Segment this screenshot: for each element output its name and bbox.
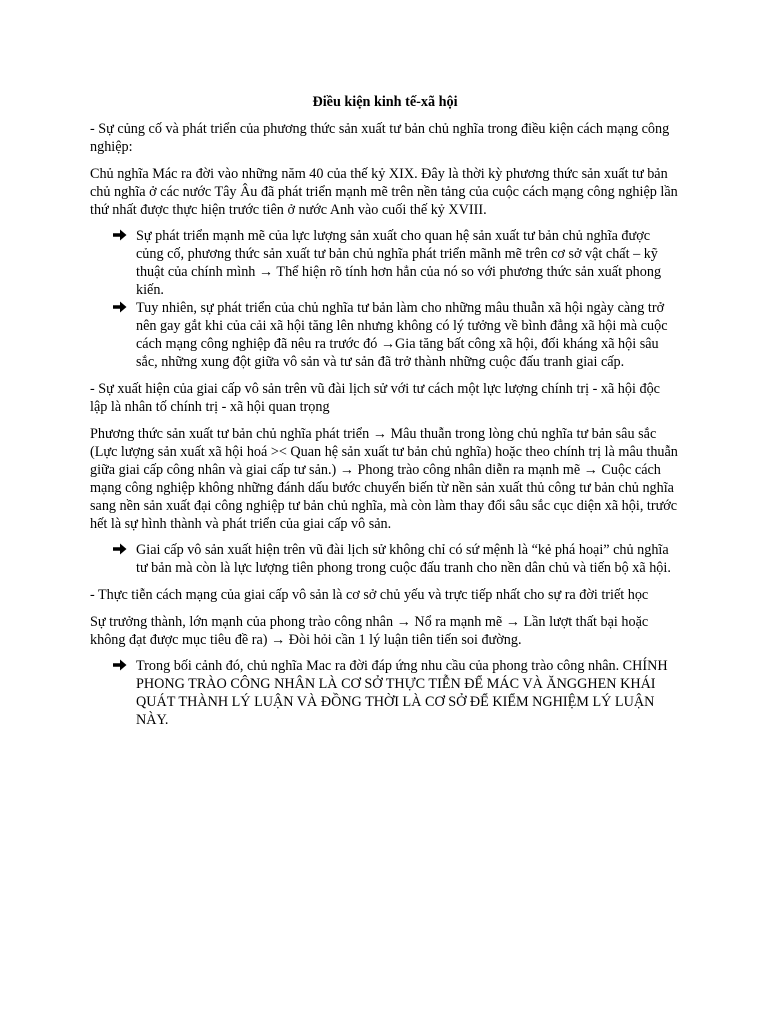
- arrow-right-icon: [112, 541, 130, 559]
- section-2-bullet-list: [90, 541, 680, 577]
- arrow-right-icon: [112, 299, 130, 317]
- bullet-item: [90, 227, 680, 299]
- bullet-text: Giai cấp vô sản xuất hiện trên vũ đài lịch sử không chỉ có sứ mệnh là “kẻ phá hoại” chủ nghĩa tư bản mà còn là lực lượng tiên phong trong cuộc đấu tranh cho nền dân chủ và tiến bộ xã hội.: [136, 542, 671, 576]
- document-title: Điều kiện kinh tế-xã hội: [312, 94, 458, 110]
- section-3-bullet-list: [90, 657, 680, 729]
- bullet-item: [90, 299, 680, 371]
- bullet-text: Sự phát triển mạnh mẽ của lực lượng sản xuất cho quan hệ sản xuất tư bản chủ nghĩa được củng cố, phương thức sản xuất tư bản chủ nghĩa phát triển mãnh mẽ trên cơ sở vật chất – kỹ thuật của chính mình → Thể hiện rõ tính hơn hẳn của nó so với phương thức sản xuất phong kiến.: [136, 228, 662, 298]
- section-1-heading: - Sự củng cố và phát triển của phương thức sản xuất tư bản chủ nghĩa trong điều kiện cách mạng công nghiệp:: [90, 121, 670, 155]
- section-1-bullet-list: [90, 227, 680, 371]
- bullet-text: Tuy nhiên, sự phát triển của chủ nghĩa tư bản làm cho những mâu thuẫn xã hội ngày càng trở nên gay gắt khi của cải xã hội tăng lên nhưng không có lý tưởng về bình đẳng xã hội mà cuộc cách mạng công nghiệp đã nêu ra trước đó →Gia tăng bất công xã hội, đối kháng xã hội sâu sắc, những xung đột giữa vô sản và tư sản đã trở thành những cuộc đấu tranh giai cấp.: [136, 300, 668, 370]
- section-2-paragraph: Phương thức sản xuất tư bản chủ nghĩa phát triển → Mâu thuẫn trong lòng chủ nghĩa tư bản sâu sắc (Lực lượng sản xuất xã hội hoá >< Quan hệ sản xuất tư bản chủ nghĩa) hoặc theo chính trị là mâu thuẫn giữa giai cấp công nhân và giai cấp tư sản.) → Phong trào công nhân diễn ra mạnh mẽ → Cuộc cách mạng công nghiệp không những đánh dấu bước chuyển biến từ nền sản xuất thủ công tư bản chủ nghĩa sang nền sản xuất đại công nghiệp tư bản chủ nghĩa, mà còn làm thay đổi sâu sắc cục diện xã hội, trước hết là sự hình thành và phát triển của giai cấp vô sản.: [90, 426, 678, 532]
- bullet-text: Trong bối cảnh đó, chủ nghĩa Mac ra đời đáp ứng nhu cầu của phong trào công nhân. CHÍNH PHONG TRÀO CÔNG NHÂN LÀ CƠ SỞ THỰC TIỄN ĐỂ MÁC VÀ ĂNGGHEN KHÁI QUÁT THÀNH LÝ LUẬN VÀ ĐỒNG THỜI LÀ CƠ SỞ ĐỂ KIỂM NGHIỆM LÝ LUẬN NÀY.: [136, 658, 668, 728]
- bullet-item: [90, 541, 680, 577]
- section-1-paragraph: Chủ nghĩa Mác ra đời vào những năm 40 của thế kỷ XIX. Đây là thời kỳ phương thức sản xuất tư bản chủ nghĩa ở các nước Tây Âu đã phát triển mạnh mẽ trên nền tảng của cuộc cách mạng công nghiệp lần thứ nhất được thực hiện trước tiên ở nước Anh vào cuối thế kỷ XVIII.: [90, 166, 678, 218]
- arrow-right-icon: [112, 657, 130, 675]
- section-2-heading: - Sự xuất hiện của giai cấp vô sản trên vũ đài lịch sử với tư cách một lực lượng chính trị - xã hội độc lập là nhân tố chính trị - xã hội quan trọng: [90, 381, 660, 415]
- arrow-right-icon: [112, 227, 130, 245]
- bullet-item: [90, 657, 680, 729]
- section-3-heading: - Thực tiễn cách mạng của giai cấp vô sản là cơ sở chủ yếu và trực tiếp nhất cho sự ra đời triết học: [90, 587, 649, 603]
- section-3-paragraph: Sự trưởng thành, lớn mạnh của phong trào công nhân → Nổ ra mạnh mẽ → Lần lượt thất bại hoặc không đạt được mục tiêu đề ra) → Đòi hỏi cần 1 lý luận tiên tiến soi đường.: [90, 614, 649, 648]
